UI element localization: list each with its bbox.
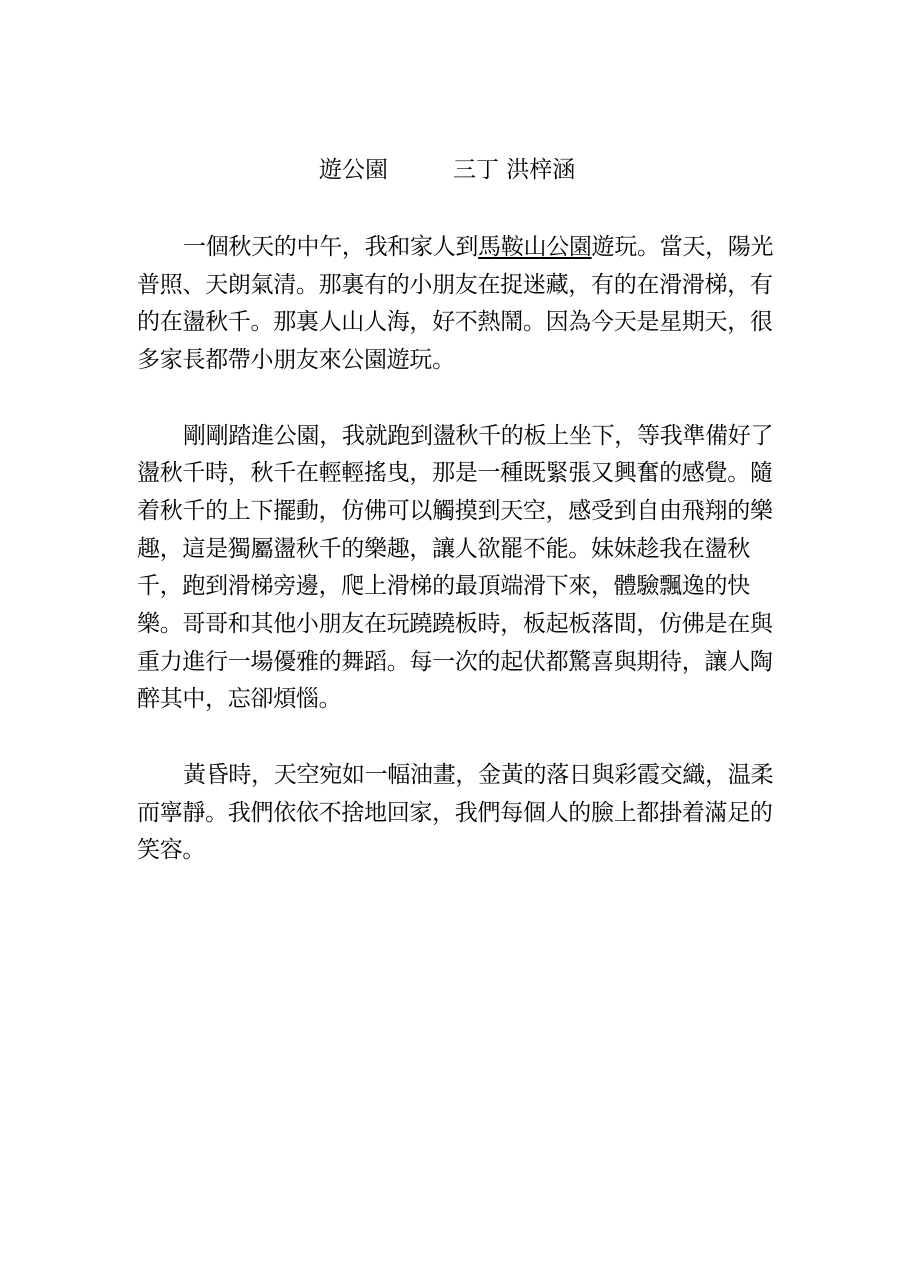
essay-body [137,229,787,908]
author-name: 三丁 洪梓涵 [453,157,576,183]
place-name-underlined: 馬鞍山公園 [478,234,592,260]
essay-title: 遊公園 [319,157,388,183]
title-line [0,152,905,188]
paragraph-1 [137,229,787,380]
paragraph-2: 剛剛踏進公園，我就跑到盪秋千的板上坐下，等我準備好了盪秋千時，秋千在輕輕搖曳，那是一種既緊張又興奮的感覺。隨着秋千的上下擺動，仿佛可以觸摸到天空，感受到自由飛翔的樂趣，這是獨屬盪秋千的樂趣，讓人欲罷不能。妹妹趁我在盪秋千，跑到滑梯旁邊，爬上滑梯的最頂端滑下來，體驗飄逸的快樂。哥哥和其他小朋友在玩蹺蹺板時，板起板落間，仿佛是在與重力進行一場優雅的舞蹈。每一次的起伏都驚喜與期待，讓人陶醉其中，忘卻煩惱。 [137,422,774,713]
paragraph-1-start: 一個秋天的中午，我和家人到 [183,234,479,260]
paragraph-1-rest: 遊玩。當天，陽光普照、天朗氣清。那裏有的小朋友在捉迷藏，有的在滑滑梯，有的在盪秋千。那裏人山人海，好不熱鬧。因為今天是星期天，很多家長都帶小朋友來公園遊玩。 [137,234,774,374]
paragraph-3: 黃昏時，天空宛如一幅油畫，金黃的落日與彩霞交織，温柔而寧靜。我們依依不捨地回家，我們每個人的臉上都掛着滿足的笑容。 [137,761,774,864]
